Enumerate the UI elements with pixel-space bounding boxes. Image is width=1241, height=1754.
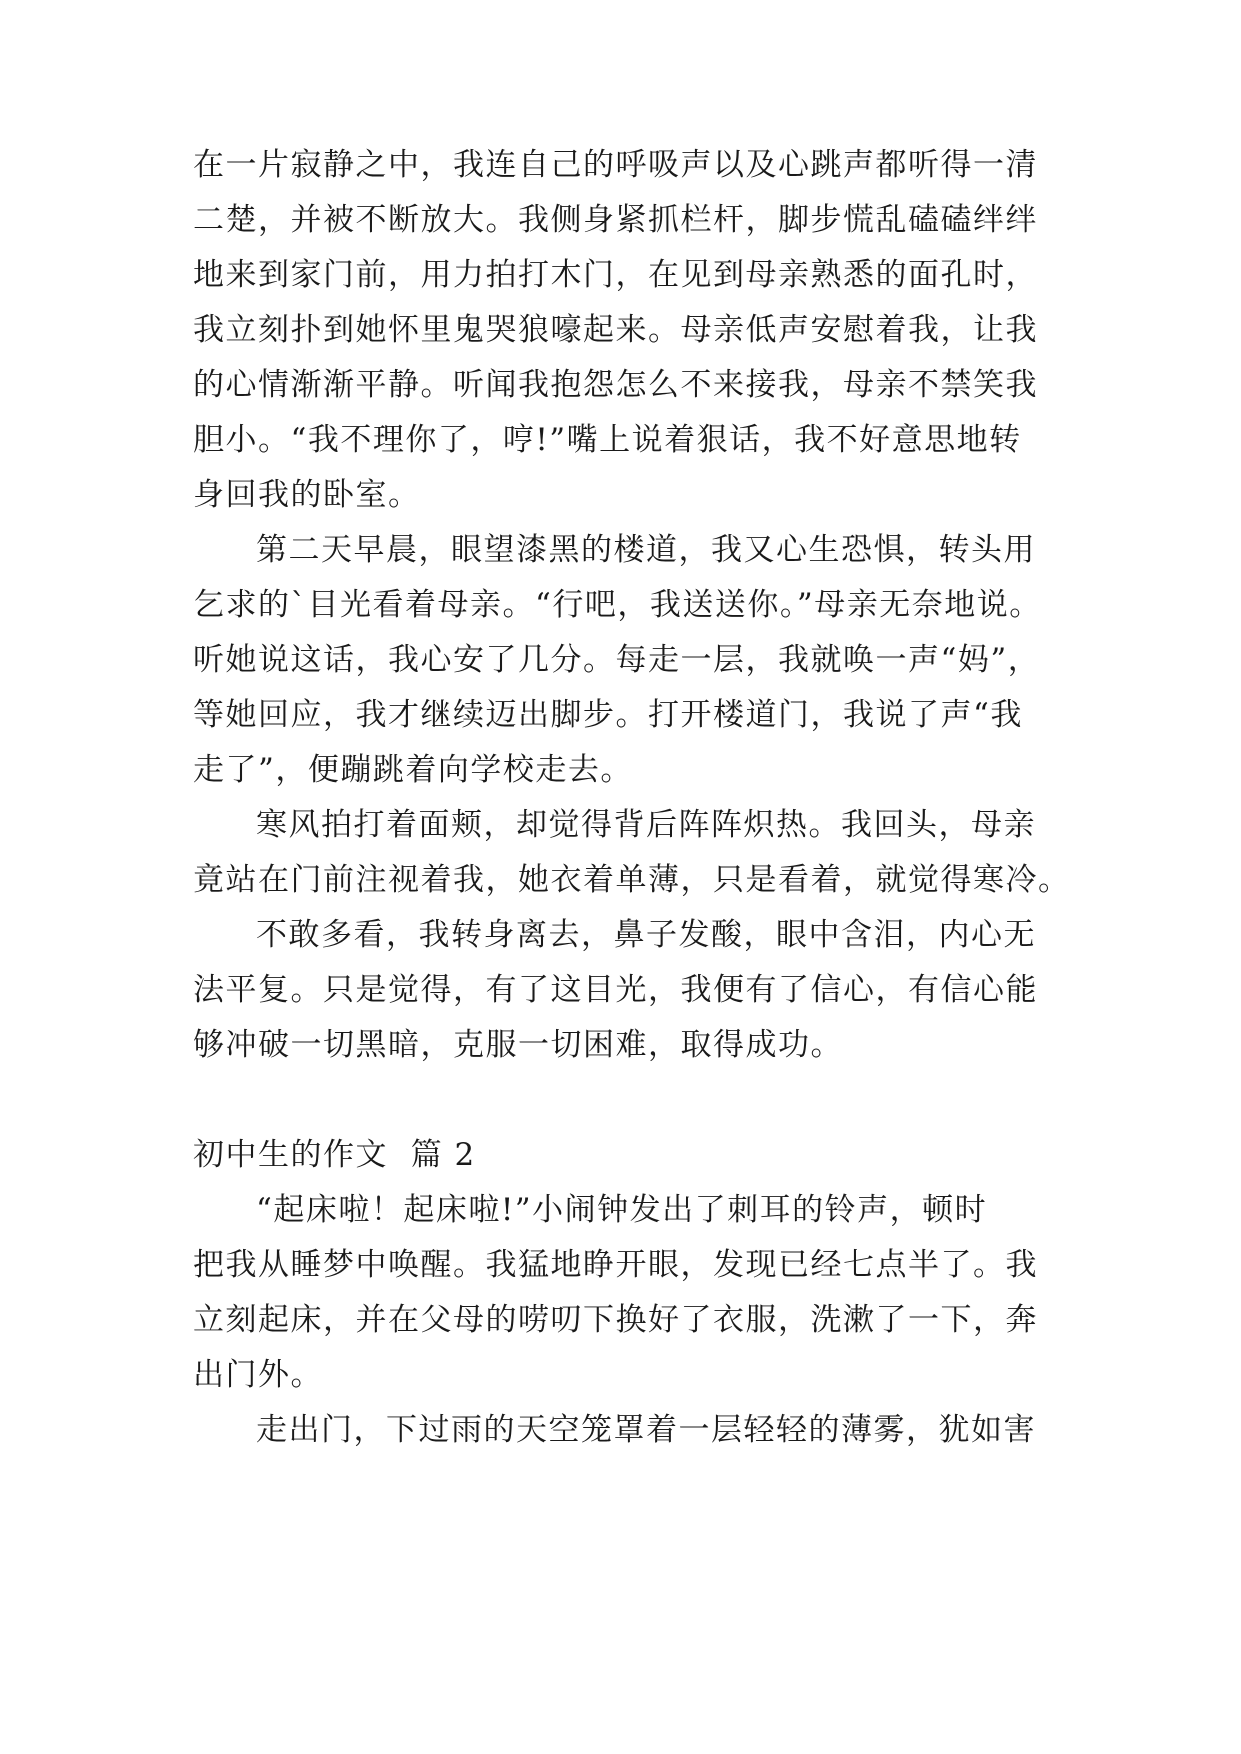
text-line: 出门外。 (193, 1357, 323, 1393)
text-line: 乞求的`目光看着母亲。“行吧，我送送你。”母亲无奈地说。 (193, 587, 1042, 623)
text-line: 身回我的卧室。 (193, 477, 421, 513)
text-line: 立刻起床，并在父母的唠叨下换好了衣服，洗漱了一下，奔 (193, 1302, 1038, 1338)
text-line: 不敢多看，我转身离去，鼻子发酸，眼中含泪，内心无 (256, 917, 1036, 953)
text-line: 把我从睡梦中唤醒。我猛地睁开眼，发现已经七点半了。我 (193, 1247, 1038, 1283)
text-line: 胆小。“我不理你了，哼!”嘴上说着狠话，我不好意思地转 (193, 422, 1022, 458)
text-line: “起床啦！起床啦!”小闹钟发出了刺耳的铃声，顿时 (256, 1192, 988, 1228)
text-line: 我立刻扑到她怀里鬼哭狼嚎起来。母亲低声安慰着我，让我 (193, 312, 1038, 348)
text-line: 在一片寂静之中，我连自己的呼吸声以及心跳声都听得一清 (193, 147, 1038, 183)
text-line: 走出门，下过雨的天空笼罩着一层轻轻的薄雾，犹如害 (256, 1412, 1036, 1448)
text-line: 听她说这话，我心安了几分。每走一层，我就唤一声“妈”， (193, 642, 1041, 678)
text-line: 竟站在门前注视着我，她衣着单薄，只是看着，就觉得寒冷。 (193, 862, 1071, 898)
text-line: 够冲破一切黑暗，克服一切困难，取得成功。 (193, 1027, 843, 1063)
section-heading: 初中生的作文 篇 2 (193, 1137, 476, 1173)
text-line: 寒风拍打着面颊，却觉得背后阵阵炽热。我回头，母亲 (256, 807, 1036, 843)
text-line: 的心情渐渐平静。听闻我抱怨怎么不来接我，母亲不禁笑我 (193, 367, 1038, 403)
text-line: 地来到家门前，用力拍打木门，在见到母亲熟悉的面孔时， (193, 257, 1038, 293)
text-line: 走了”，便蹦跳着向学校走去。 (193, 752, 633, 788)
text-line: 法平复。只是觉得，有了这目光，我便有了信心，有信心能 (193, 972, 1038, 1008)
text-line: 第二天早晨，眼望漆黑的楼道，我又心生恐惧，转头用 (256, 532, 1036, 568)
text-line: 等她回应，我才继续迈出脚步。打开楼道门，我说了声“我 (193, 697, 1023, 733)
text-line: 二楚，并被不断放大。我侧身紧抓栏杆，脚步慌乱磕磕绊绊 (193, 202, 1038, 238)
